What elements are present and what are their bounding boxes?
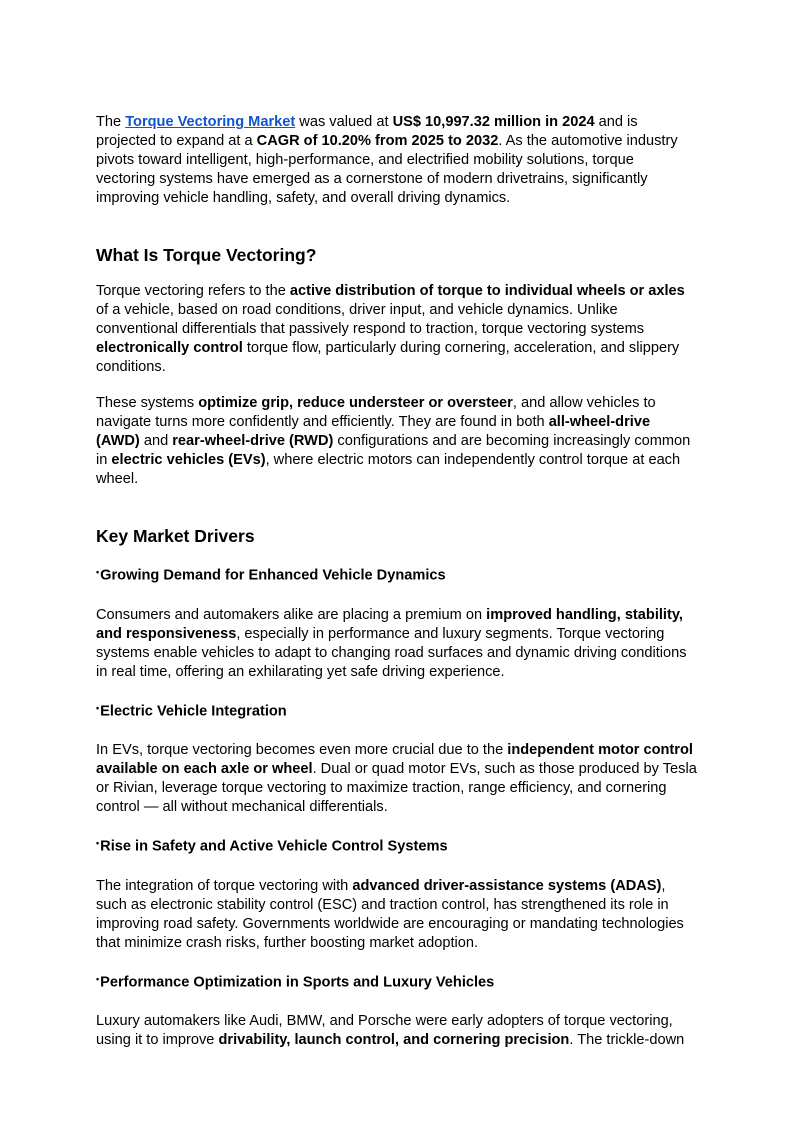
torque-vectoring-market-link[interactable]: Torque Vectoring Market (125, 114, 296, 130)
bold-text-run: optimize grip, reduce understeer or oversteer (198, 395, 513, 411)
bold-text-run: electric vehicles (EVs) (111, 452, 266, 468)
what-is-paragraph-1 (96, 282, 697, 377)
text-run: Consumers and automakers alike are placing a premium on (96, 606, 487, 623)
key-market-drivers-heading: Key Market Drivers (96, 526, 255, 546)
driver-heading-label: Performance Optimization in Sports and Luxury Vehicles (100, 974, 495, 990)
text-run: In EVs, torque vectoring becomes even more crucial due to the (96, 742, 508, 758)
bold-text-run: advanced driver-assistance systems (ADAS) (352, 877, 662, 894)
bold-text-run: rear-wheel-drive (RWD) (172, 433, 334, 449)
bold-text-run: drivability, launch control, and cornering precision (218, 1032, 570, 1048)
bold-text-run: improved handling, stability, and responsiveness (96, 606, 683, 642)
driver-heading-label: Rise in Safety and Active Vehicle Control Systems (100, 838, 448, 855)
driver-heading-safety-systems (96, 834, 697, 857)
bold-text-run: electronically control (96, 340, 243, 356)
text-run: configurations and are becoming increasingly common in (96, 433, 691, 468)
driver-heading-ev-integration (96, 699, 697, 722)
driver-heading-label: Electric Vehicle Integration (100, 703, 287, 719)
text-run: and (139, 433, 173, 449)
driver-heading-performance-optimization (96, 970, 697, 993)
text-run: , and allow vehicles to navigate turns more confidently and efficiently. They are found in both (96, 395, 656, 430)
driver-paragraph-ev-integration (96, 741, 697, 817)
text-run: These systems (96, 395, 199, 411)
bold-text-run: US$ 10,997.32 million in 2024 (392, 114, 595, 130)
what-is-torque-vectoring-heading: What Is Torque Vectoring? (96, 245, 317, 265)
driver-heading-vehicle-dynamics (96, 563, 697, 586)
bullet-marker: • (96, 838, 100, 848)
text-run: The integration of torque vectoring with (96, 877, 353, 894)
text-run: , especially in performance and luxury segments. Torque vectoring systems enable vehicles to adapt to changing road surfaces and dynamic driving conditions in real time, offering an exhilarating yet safe driving experience. (96, 625, 687, 680)
driver-paragraph-safety-systems (96, 877, 697, 953)
text-run: The (96, 114, 126, 130)
text-run: . The trickle-down (569, 1032, 685, 1048)
bold-text-run: independent motor control available on each axle or wheel (96, 742, 693, 777)
text-run: Luxury automakers like Audi, BMW, and Porsche were early adopters of torque vectoring, using it to improve (96, 1013, 673, 1048)
bullet-marker: • (96, 973, 100, 984)
driver-paragraph-vehicle-dynamics (96, 606, 697, 682)
text-run: , such as electronic stability control (ESC) and traction control, has strengthened its role in improving road safety. Governments worldwide are encouraging or mandating technologies that minimize crash risks, further boosting market adoption. (96, 877, 684, 951)
text-run: , where electric motors can independently control torque at each wheel. (96, 452, 681, 487)
text-run: . Dual or quad motor EVs, such as those produced by Tesla or Rivian, leverage torque vectoring to maximize traction, range efficiency, and cornering control — all without mechanical differentials. (96, 761, 697, 815)
text-run: and is projected to expand at a (96, 114, 638, 149)
bold-text-run: all-wheel-drive (AWD) (96, 414, 651, 449)
what-is-paragraph-2 (96, 394, 697, 489)
text-run: . As the automotive industry pivots toward intelligent, high-performance, and electrified mobility solutions, torque vectoring systems have emerged as a cornerstone of modern drivetrains, significantly improving vehicle handling, safety, and overall driving dynamics. (96, 133, 678, 206)
text-run: was valued at (295, 114, 393, 130)
intro-paragraph (96, 113, 697, 208)
bullet-marker: • (96, 567, 100, 577)
bold-text-run: CAGR of 10.20% from 2025 to 2032 (256, 133, 499, 149)
text-run: of a vehicle, based on road conditions, driver input, and vehicle dynamics. Unlike conventional differentials that passively respond to traction, torque vectoring systems (96, 302, 645, 337)
bullet-marker: • (96, 702, 100, 713)
text-run: torque flow, particularly during cornering, acceleration, and slippery conditions. (96, 340, 680, 375)
driver-heading-label: Growing Demand for Enhanced Vehicle Dynamics (100, 567, 446, 584)
bold-text-run: active distribution of torque to individual wheels or axles (289, 283, 685, 299)
driver-paragraph-performance-optimization (96, 1012, 697, 1050)
text-run: Torque vectoring refers to the (96, 283, 290, 299)
